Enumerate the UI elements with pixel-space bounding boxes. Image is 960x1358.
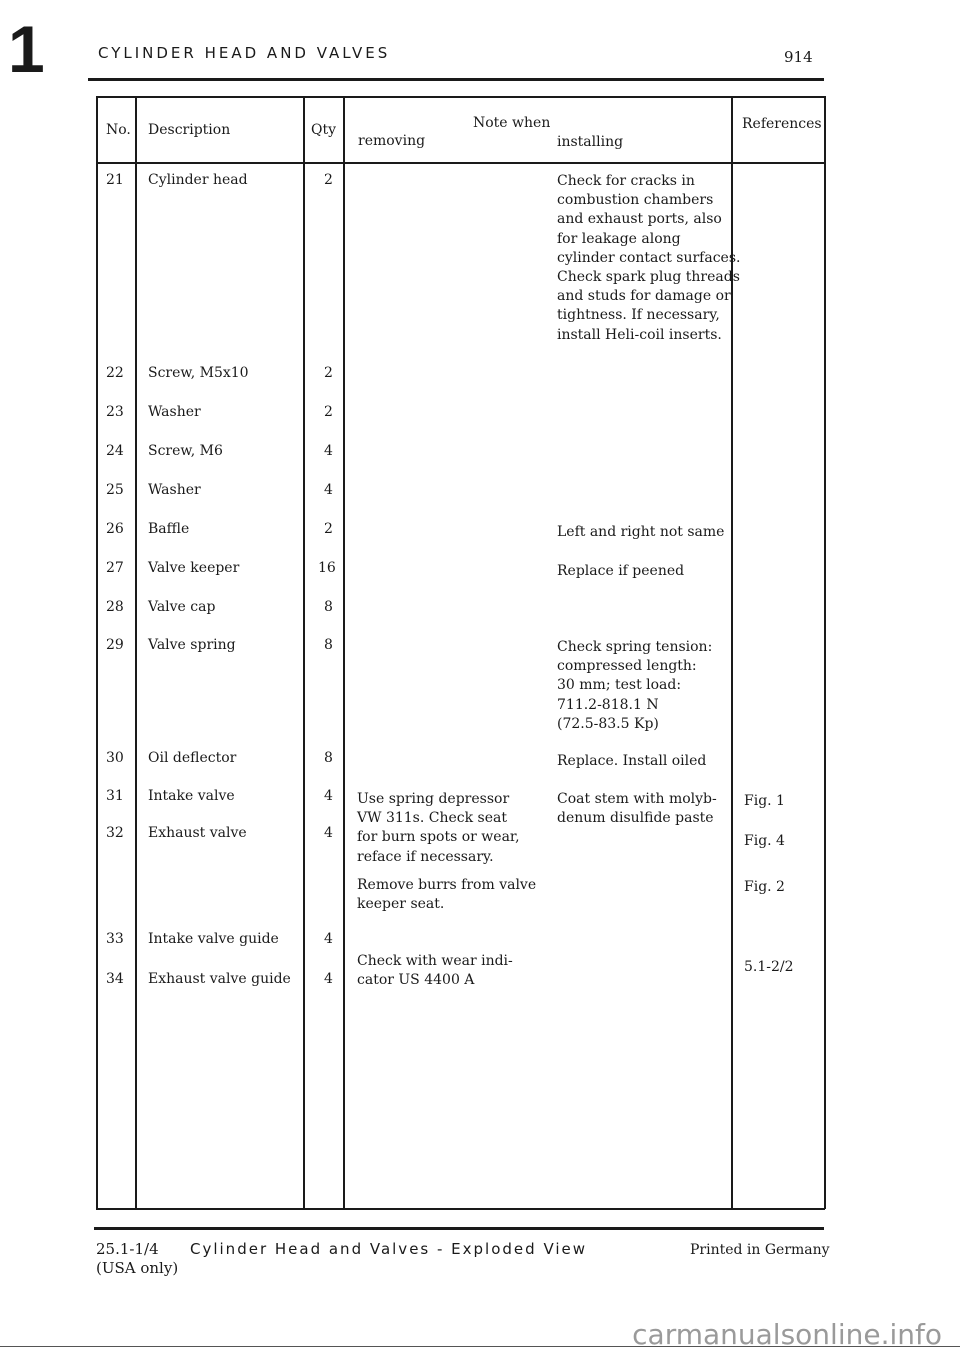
- row-qty: 8: [324, 637, 333, 653]
- row-no: 33: [106, 931, 124, 947]
- row-description: Intake valve: [148, 788, 235, 804]
- table-right-border: [824, 96, 826, 1209]
- installing-note-oil-deflector: Replace. Install oiled: [557, 753, 707, 769]
- column-header-qty: Qty: [311, 122, 337, 138]
- row-description: Valve cap: [148, 599, 216, 615]
- row-qty: 4: [324, 931, 333, 947]
- column-divider-description: [303, 96, 305, 1209]
- column-header-references: References: [742, 116, 822, 132]
- footer-note: (USA only): [96, 1259, 179, 1277]
- row-no: 32: [106, 825, 124, 841]
- footer-title: Cylinder Head and Valves - Exploded View: [190, 1240, 588, 1258]
- row-no: 31: [106, 788, 124, 804]
- row-qty: 4: [324, 482, 333, 498]
- watermark: carmanualsonline.info: [632, 1318, 942, 1351]
- row-description: Washer: [148, 482, 201, 498]
- installing-note-baffle: Left and right not same: [557, 524, 725, 540]
- row-description: Washer: [148, 404, 201, 420]
- row-description: Screw, M5x10: [148, 365, 249, 381]
- row-qty: 8: [324, 750, 333, 766]
- row-no: 25: [106, 482, 124, 498]
- footer-rule: [94, 1227, 824, 1230]
- row-qty: 4: [324, 825, 333, 841]
- installing-note-valve-keeper: Replace if peened: [557, 563, 685, 579]
- printed-in-germany: Printed in Germany: [690, 1242, 830, 1258]
- row-qty: 2: [324, 172, 333, 188]
- page-number: 914: [784, 48, 813, 66]
- table-top-border: [96, 96, 825, 98]
- row-qty: 2: [324, 521, 333, 537]
- row-description: Valve keeper: [148, 560, 240, 576]
- row-no: 21: [106, 172, 124, 188]
- removing-note-burrs: Remove burrs from valve keeper seat.: [357, 877, 537, 913]
- row-description: Intake valve guide: [148, 931, 279, 947]
- removing-note-valves: Use spring depressor VW 311s. Check seat for burn spots or wear, reface if necessary.: [357, 791, 520, 865]
- row-no: 26: [106, 521, 124, 537]
- row-description: Baffle: [148, 521, 190, 537]
- row-no: 27: [106, 560, 124, 576]
- reference-exhaust-valve: Fig. 4: [744, 833, 785, 849]
- column-header-removing: removing: [358, 133, 426, 149]
- section-number: 1: [8, 12, 45, 86]
- column-divider-no: [135, 96, 137, 1209]
- installing-note-valve-spring: Check spring tension: compressed length: 30 mm; test load: 711.2-818.1 N (72.5-83.5 Kp): [557, 639, 713, 732]
- table-header-divider: [96, 162, 825, 164]
- installing-note-valves: Coat stem with molyb- denum disulfide paste: [557, 791, 717, 827]
- row-no: 23: [106, 404, 124, 420]
- row-no: 24: [106, 443, 124, 459]
- row-description: Valve spring: [148, 637, 236, 653]
- column-header-note-when: Note when: [473, 115, 551, 131]
- row-qty: 8: [324, 599, 333, 615]
- row-qty: 4: [324, 971, 333, 987]
- row-description: Screw, M6: [148, 443, 223, 459]
- installing-note-cylinder-head: Check for cracks in combustion chambers and exhaust ports, also for leakage along cylinder contact surfaces. Check spark plug threads and studs for damage or tightness. If necessary, install Heli-coil inserts.: [557, 173, 741, 343]
- page-title: CYLINDER HEAD AND VALVES: [98, 44, 391, 62]
- reference-valve-keeper-seat: Fig. 2: [744, 879, 785, 895]
- header-rule: [88, 78, 824, 81]
- row-description: Exhaust valve: [148, 825, 247, 841]
- row-qty: 4: [324, 443, 333, 459]
- removing-note-guides: Check with wear indi- cator US 4400 A: [357, 953, 513, 989]
- footer-code: 25.1-1/4: [96, 1240, 159, 1258]
- row-no: 30: [106, 750, 124, 766]
- row-qty: 2: [324, 365, 333, 381]
- row-no: 22: [106, 365, 124, 381]
- row-qty: 2: [324, 404, 333, 420]
- column-divider-qty: [343, 96, 345, 1209]
- row-no: 34: [106, 971, 124, 987]
- reference-valve-guides: 5.1-2/2: [744, 959, 794, 975]
- row-no: 29: [106, 637, 124, 653]
- row-no: 28: [106, 599, 124, 615]
- row-qty: 4: [324, 788, 333, 804]
- row-description: Cylinder head: [148, 172, 248, 188]
- column-header-no: No.: [106, 122, 131, 138]
- table-bottom-border: [96, 1208, 825, 1210]
- table-left-border: [96, 96, 98, 1209]
- row-qty: 16: [318, 560, 336, 576]
- column-header-description: Description: [148, 122, 231, 138]
- row-description: Exhaust valve guide: [148, 971, 291, 987]
- column-header-installing: installing: [557, 134, 624, 150]
- reference-intake-valve: Fig. 1: [744, 793, 785, 809]
- row-description: Oil deflector: [148, 750, 237, 766]
